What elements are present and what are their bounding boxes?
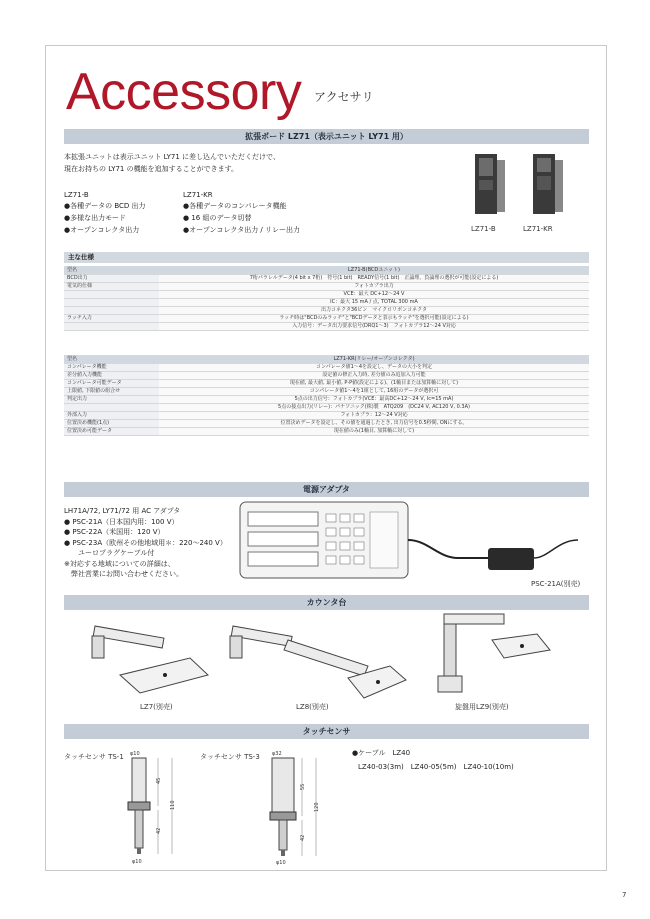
ts3-dim-upper: 55 [300, 783, 306, 790]
section-bar-stand: カウンタ台 [64, 595, 589, 610]
spec-row [64, 282, 589, 290]
lz7-stand-illustration [90, 620, 210, 695]
spec-key: 位置決め機能(1点) [64, 419, 159, 427]
ts3-dim-tip-dia: φ10 [276, 860, 286, 866]
spec-value: VCE：最大 DC+12〜24 V [159, 290, 589, 298]
spec-key: 外部入力 [64, 411, 159, 419]
section-bar-touch: タッチセンサ [64, 724, 589, 739]
lz71-boards-photo [455, 150, 590, 222]
power-adapter-line: ユーロプラグケーブル付 [64, 549, 155, 557]
spec-row [64, 411, 589, 419]
ts1-dim-total: 110 [170, 800, 176, 810]
spec-key [64, 290, 159, 298]
spec-key [64, 403, 159, 411]
ts3-drawing [262, 748, 342, 866]
lz71b-feature: ●各種データの BCD 出力 [64, 202, 146, 210]
power-adapter-line: ● PSC-21A（日本国内用：100 V） [64, 517, 179, 526]
cable-models: LZ40-03(3m) LZ40-05(5m) LZ40-10(10m) [358, 763, 514, 771]
stand-label-lz8: LZ8(別売) [296, 703, 329, 711]
spec-header-row [64, 355, 589, 363]
lz71kr-feature: ●各種データのコンパレータ機能 [183, 202, 287, 210]
ts1-dim-top-dia: φ10 [130, 751, 140, 757]
spec-header-value: LZ71-KR(リレー/オープンコレクタ) [159, 355, 589, 363]
spec-row [64, 387, 589, 395]
ts3-label: タッチセンサ TS-3 [200, 753, 260, 761]
spec-key: 位置決め可能データ [64, 427, 159, 435]
spec-key: 上限値, 下限値の組合せ [64, 387, 159, 395]
spec-value: 現在値のみ(1軸目, 加算軸に対して) [159, 427, 589, 435]
section-bar-power: 電源アダプタ [64, 482, 589, 497]
spec-value: 設定値の修正入力時, 差分値のみ追加入力可能 [159, 371, 589, 379]
spec-value: フォトカプラ出力 [159, 282, 589, 290]
stand-label-lz7: LZ7(別売) [140, 703, 173, 711]
spec-title: 主な仕様 [64, 252, 589, 263]
spec-row [64, 298, 589, 306]
ts3-dim-total: 120 [314, 802, 320, 812]
spec-table-lz71b [64, 266, 589, 331]
spec-row [64, 314, 589, 322]
spec-row [64, 363, 589, 371]
power-adapter-line: 弊社営業にお問い合わせください。 [64, 570, 183, 578]
ts3-dim-top-dia: φ32 [272, 751, 282, 757]
intro-line-2: 現在お持ちの LY71 の機能を追加することができます。 [64, 165, 239, 173]
spec-value: 現在値, 最大値, 最小値, P-P値(設定による)、(1軸目または加算軸に対して) [159, 379, 589, 387]
spec-value: 5点の出力信号：フォトカプラ(VCE：最高DC+12〜24 V, Ic=15 mA) [159, 395, 589, 403]
spec-row [64, 395, 589, 403]
lz71kr-feature: ●オープンコレクタ出力 / リレー出力 [183, 226, 301, 234]
spec-value: フォトカプラ：12〜24 V対応 [159, 411, 589, 419]
spec-key: 電気的仕様 [64, 282, 159, 290]
power-adapter-line: LH71A/72, LY71/72 用 AC アダプタ [64, 507, 181, 515]
ts1-dim-upper: 45 [156, 777, 162, 784]
spec-row [64, 306, 589, 314]
spec-key [64, 322, 159, 330]
spec-row [64, 403, 589, 411]
spec-row [64, 427, 589, 435]
power-adapter-line: ● PSC-23A（欧州その他地域用＊：220〜240 V） [64, 538, 227, 547]
spec-key: 判定出力 [64, 395, 159, 403]
spec-key: ラッチ入力 [64, 314, 159, 322]
lz71kr-feature: ● 16 組のデータ切替 [183, 214, 252, 222]
spec-value: 5点の接点出力(リレー)：パナソニック(株)製 ATQ209 (DC24 V, AC120 V, 0.3A) [159, 403, 589, 411]
ts1-drawing [118, 748, 198, 866]
page-title: Accessory [66, 63, 302, 121]
spec-key: BCD出力 [64, 274, 159, 282]
spec-value: 入力信号：データ出力要求信号(DRQ1〜3) フォトカプラ12〜24 V対応 [159, 322, 589, 330]
spec-key: 差分値入力機能 [64, 371, 159, 379]
spec-row [64, 379, 589, 387]
spec-value: コンパレータ値1〜4を設定し、データの大小を判定 [159, 363, 589, 371]
spec-value: 位置決めデータを設定し、その値を通過したとき, 出力信号を0.5秒間, ONにする。 [159, 419, 589, 427]
lz8-stand-illustration [228, 618, 408, 708]
ts1-label: タッチセンサ TS-1 [64, 753, 124, 761]
spec-row [64, 371, 589, 379]
lz71kr-name: LZ71-KR [183, 191, 213, 199]
spec-header-key: 型名 [64, 266, 159, 274]
power-adapter-line: ● PSC-22A（米国用：120 V） [64, 528, 165, 536]
photo-label-lz71kr: LZ71-KR [523, 225, 553, 233]
photo-label-lz71b: LZ71-B [471, 225, 496, 233]
spec-row [64, 419, 589, 427]
spec-row [64, 322, 589, 330]
spec-row [64, 274, 589, 282]
power-adapter-line: ※対応する地域についての詳細は、 [64, 559, 175, 568]
spec-value: ラッチ時は"BCDのみラッチ"と"BCDデータと表示もラッチ"を選択可能(設定による) [159, 314, 589, 322]
spec-header-value: LZ71-B(BCDユニット) [159, 266, 589, 274]
lz9-stand-illustration [432, 608, 552, 698]
spec-value: コンパレータ値1〜4を1組として, 16組のデータが選択可 [159, 387, 589, 395]
lz71b-name: LZ71-B [64, 191, 89, 199]
ts3-dim-lower: 42 [300, 834, 306, 841]
spec-header-row [64, 266, 589, 274]
spec-value: 7桁パラレルデータ(4 bit x 7桁) 符号(1 bit) READY信号(1 bit) 正論理、負論理の選択が可能(設定による) [159, 274, 589, 282]
cable-title: ●ケーブル LZ40 [352, 749, 411, 757]
spec-key [64, 306, 159, 314]
spec-key [64, 298, 159, 306]
ts1-dim-tip-dia: φ10 [132, 859, 142, 865]
section-bar-lz71: 拡張ボード LZ71（表示ユニット LY71 用） [64, 129, 589, 144]
spec-row [64, 290, 589, 298]
lz71b-feature: ●多様な出力モード [64, 214, 126, 222]
spec-key: コンパレータ機能 [64, 363, 159, 371]
spec-value: IC：最大 15 mA / 点, TOTAL 300 mA [159, 298, 589, 306]
page-subtitle: アクセサリ [314, 90, 374, 104]
spec-header-key: 型名 [64, 355, 159, 363]
ts1-dim-lower: 42 [156, 827, 162, 834]
spec-table-lz71kr [64, 355, 589, 436]
power-adapter-caption: PSC-21A(別売) [531, 580, 581, 588]
lz71b-feature: ●オープンコレクタ出力 [64, 226, 140, 234]
intro-line-1: 本拡張ユニットは表示ユニット LY71 に差し込んでいただくだけで、 [64, 153, 280, 161]
power-adapter-illustration [238, 500, 588, 580]
spec-key: コンパレータ可能データ [64, 379, 159, 387]
stand-label-lz9: 旋盤用LZ9(別売) [455, 703, 509, 711]
spec-value: 出力コネクタ36ピン マイクロリボンコネクタ [159, 306, 589, 314]
page-number: 7 [622, 891, 627, 899]
